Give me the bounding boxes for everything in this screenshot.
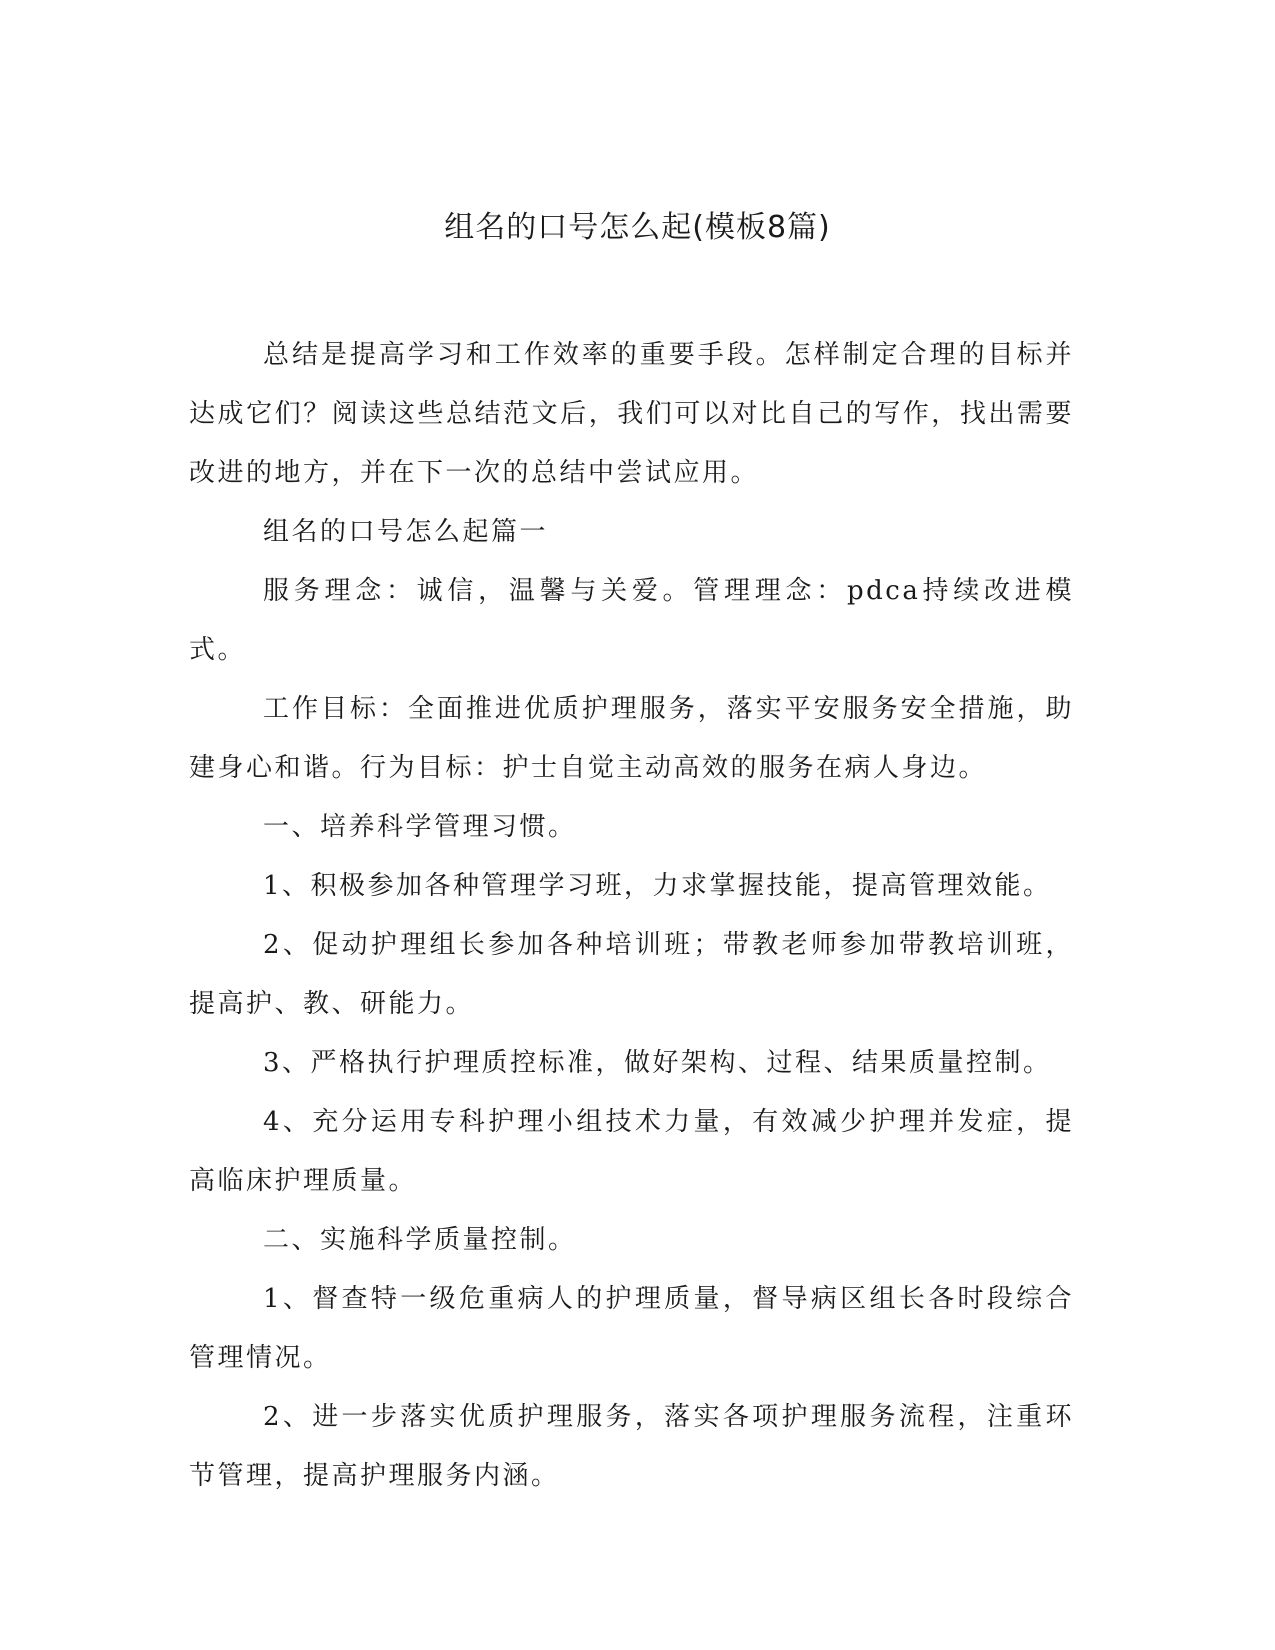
list-item: 4、充分运用专科护理小组技术力量，有效减少护理并发症，提高临床护理质量。 (189, 1107, 1074, 1196)
heading-management-habits: 一、培养科学管理习惯。 (263, 812, 577, 842)
list-item: 2、促动护理组长参加各种培训班；带教老师参加带教培训班，提高护、教、研能力。 (189, 930, 1074, 1019)
document-title: 组名的口号怎么起(模板8篇) (444, 210, 831, 245)
heading-quality-control: 二、实施科学质量控制。 (263, 1225, 577, 1255)
list-item: 2、进一步落实优质护理服务，落实各项护理服务流程，注重环节管理，提高护理服务内涵。 (189, 1402, 1074, 1491)
intro-paragraph: 总结是提高学习和工作效率的重要手段。怎样制定合理的目标并达成它们？阅读这些总结范文后，我们可以对比自己的写作，找出需要改进的地方，并在下一次的总结中尝试应用。 (189, 340, 1074, 488)
service-philosophy-paragraph: 服务理念：诚信，温馨与关爱。管理理念：pdca持续改进模式。 (189, 576, 1074, 665)
section-heading-part-one: 组名的口号怎么起篇一 (263, 517, 549, 547)
list-item: 1、督查特一级危重病人的护理质量，督导病区组长各时段综合管理情况。 (189, 1284, 1074, 1373)
work-goal-paragraph: 工作目标：全面推进优质护理服务，落实平安服务安全措施，助建身心和谐。行为目标：护士自觉主动高效的服务在病人身边。 (189, 694, 1074, 783)
list-item: 3、严格执行护理质控标准，做好架构、过程、结果质量控制。 (263, 1048, 1052, 1078)
list-item: 1、积极参加各种管理学习班，力求掌握技能，提高管理效能。 (263, 871, 1052, 901)
document-body (189, 326, 1074, 1506)
